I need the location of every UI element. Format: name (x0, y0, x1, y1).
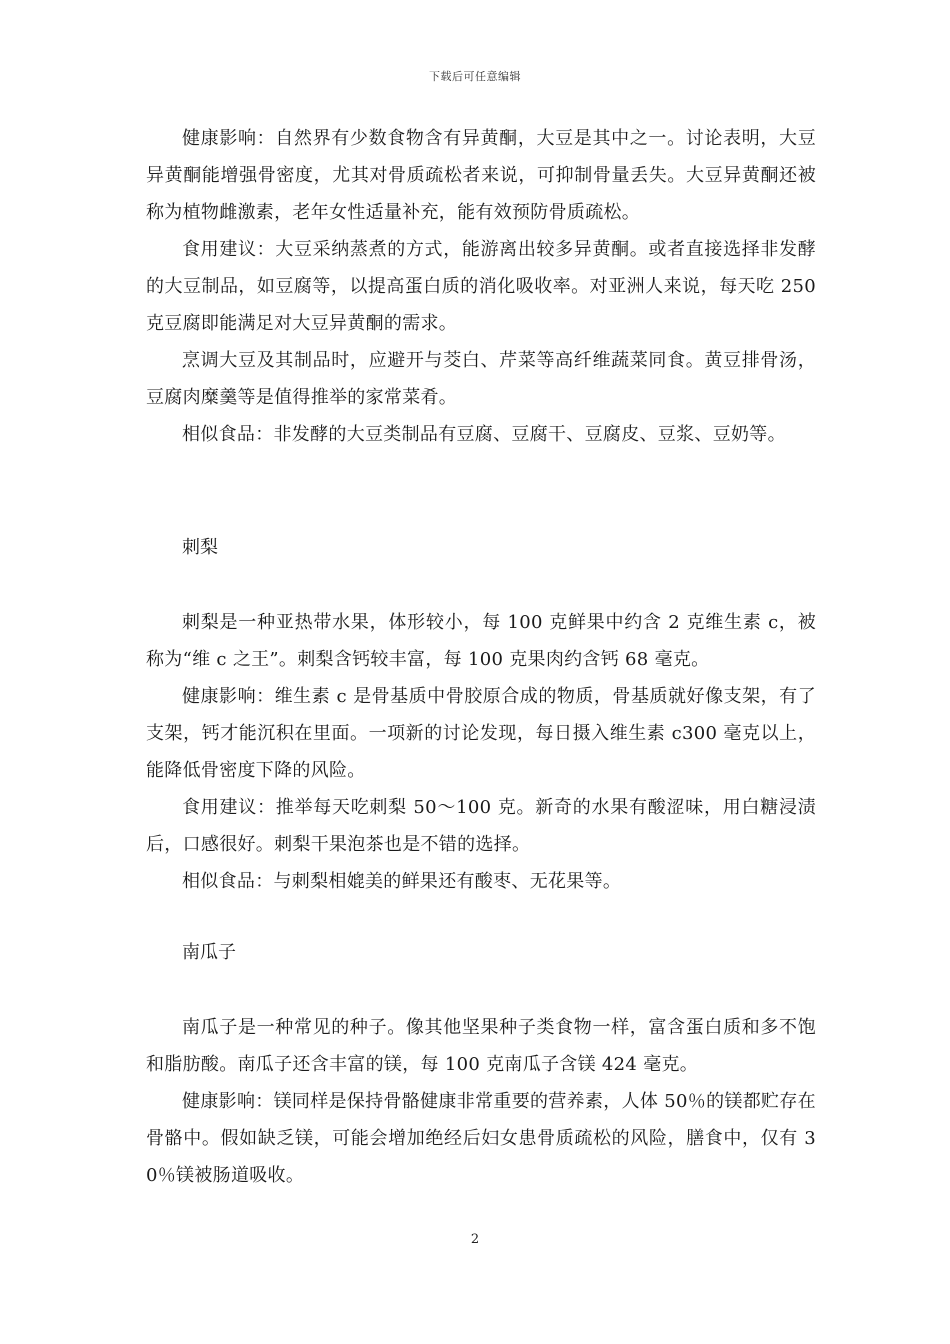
pear-similar-paragraph: 相似食品：与刺梨相媲美的鲜果还有酸枣、无花果等。 (182, 871, 622, 892)
soy-usage-paragraph: 食用建议：大豆采纳蒸煮的方式，能游离出较多异黄酮。或者直接选择非发酵的大豆制品，如豆腐等，以提高蛋白质的消化吸收率。对亚洲人来说，每天吃 250 克豆腐即能满足对大豆异黄酮的需求。 (146, 239, 816, 334)
pear-intro-paragraph: 刺梨是一种亚热带水果，体形较小，每 100 克鲜果中约含 2 克维生素 c，被称为“维 c 之王”。刺梨含钙较丰富，每 100 克果肉约含钙 68 毫克。 (146, 612, 816, 670)
page-number: 2 (470, 1232, 480, 1247)
section-spacer (146, 900, 816, 934)
page-header: 下载后可任意编辑 (429, 70, 521, 83)
pear-section-title: 刺梨 (182, 537, 218, 558)
pumpkin-section-title: 南瓜子 (182, 942, 236, 963)
soy-similar-paragraph: 相似食品：非发酵的大豆类制品有豆腐、豆腐干、豆腐皮、豆浆、豆奶等。 (182, 424, 786, 445)
soy-cooking-paragraph: 烹调大豆及其制品时，应避开与茭白、芹菜等高纤维蔬菜同食。黄豆排骨汤，豆腐肉糜羹等是值得推举的家常菜肴。 (146, 350, 816, 408)
pear-health-paragraph: 健康影响：维生素 c 是骨基质中骨胶原合成的物质，骨基质就好像支架，有了支架，钙才能沉积在里面。一项新的讨论发现，每日摄入维生素 c300 毫克以上，能降低骨密度下降的风险。 (146, 686, 816, 781)
pumpkin-health-paragraph: 健康影响：镁同样是保持骨骼健康非常重要的营养素，人体 50％的镁都贮存在骨骼中。假如缺乏镁，可能会增加绝经后妇女患骨质疏松的风险，膳食中，仅有 30％镁被肠道吸收。 (146, 1091, 816, 1186)
pumpkin-intro-paragraph: 南瓜子是一种常见的种子。像其他坚果种子类食物一样，富含蛋白质和多不饱和脂肪酸。南瓜子还含丰富的镁，每 100 克南瓜子含镁 424 毫克。 (146, 1017, 816, 1075)
pear-usage-paragraph: 食用建议：推举每天吃刺梨 50～100 克。新奇的水果有酸涩味，用白糖浸渍后，口感很好。刺梨干果泡茶也是不错的选择。 (146, 797, 816, 855)
soy-health-paragraph: 健康影响：自然界有少数食物含有异黄酮，大豆是其中之一。讨论表明，大豆异黄酮能增强骨密度，尤其对骨质疏松者来说，可抑制骨量丢失。大豆异黄酮还被称为植物雌激素，老年女性适量补充，能有效预防骨质疏松。 (146, 128, 816, 223)
section-spacer (146, 566, 816, 604)
document-body (146, 120, 816, 1194)
section-spacer (146, 971, 816, 1009)
section-spacer (146, 453, 816, 529)
